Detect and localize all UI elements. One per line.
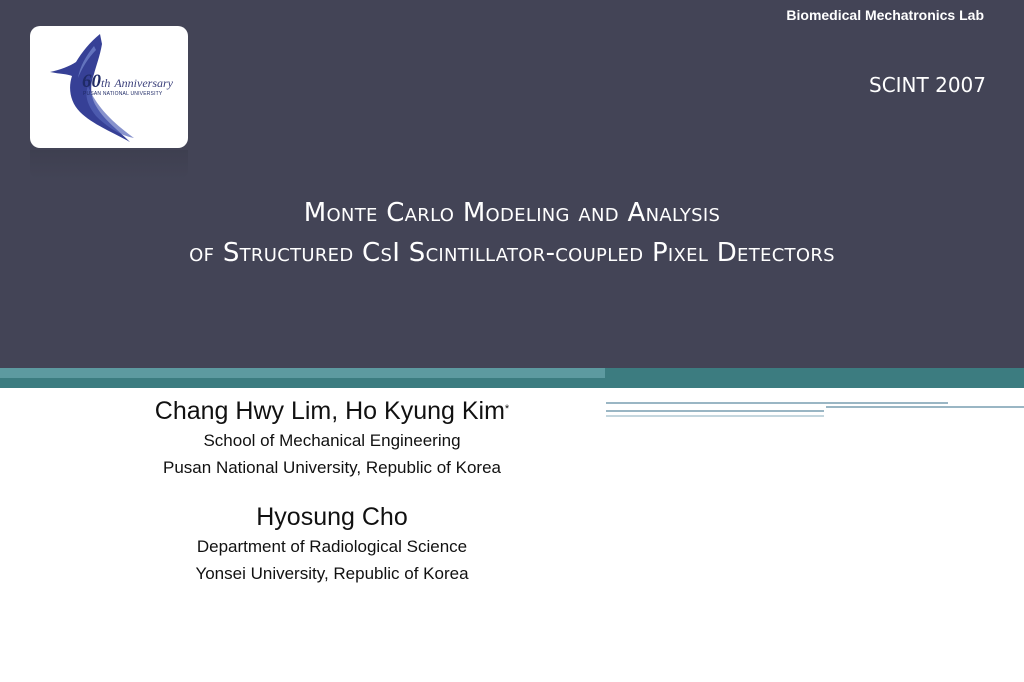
logo-university: PUSAN NATIONAL UNIVERSITY [83,91,163,97]
title-line-2: of Structured CsI Scintillator-coupled Pixel Detectors [189,238,835,268]
accent-stripe [606,394,1024,396]
accent-band-light [0,368,605,378]
author-name: Hyosung Cho [256,503,408,531]
accent-stripe [826,406,1024,408]
logo-suffix: th [101,76,111,90]
spacer [90,481,574,501]
lab-name: Biomedical Mechatronics Lab [786,7,984,23]
university-logo [30,26,188,148]
logo-anniversary: Anniversary [114,76,173,90]
corresponding-mark: * [504,403,510,415]
affiliation-department: Department of Radiological Science [196,537,468,556]
author-block [90,395,574,587]
author-names [90,395,574,427]
logo-number: 60 [82,71,101,92]
logo-text [82,71,173,97]
slide-title [0,193,1024,273]
accent-stripe [606,410,824,412]
affiliation-university: Pusan National University, Republic of Korea [163,458,501,477]
accent-stripe [606,415,824,417]
author-names-text: Chang Hwy Lim, Ho Kyung Kim [154,397,505,425]
conference-name: SCINT 2007 [869,73,986,97]
logo-reflection [30,150,188,180]
title-line-1: Monte Carlo Modeling and Analysis [303,198,721,228]
affiliation-university: Yonsei University, Republic of Korea [195,564,469,583]
affiliation-department: School of Mechanical Engineering [203,431,461,450]
accent-stripe [606,402,948,404]
